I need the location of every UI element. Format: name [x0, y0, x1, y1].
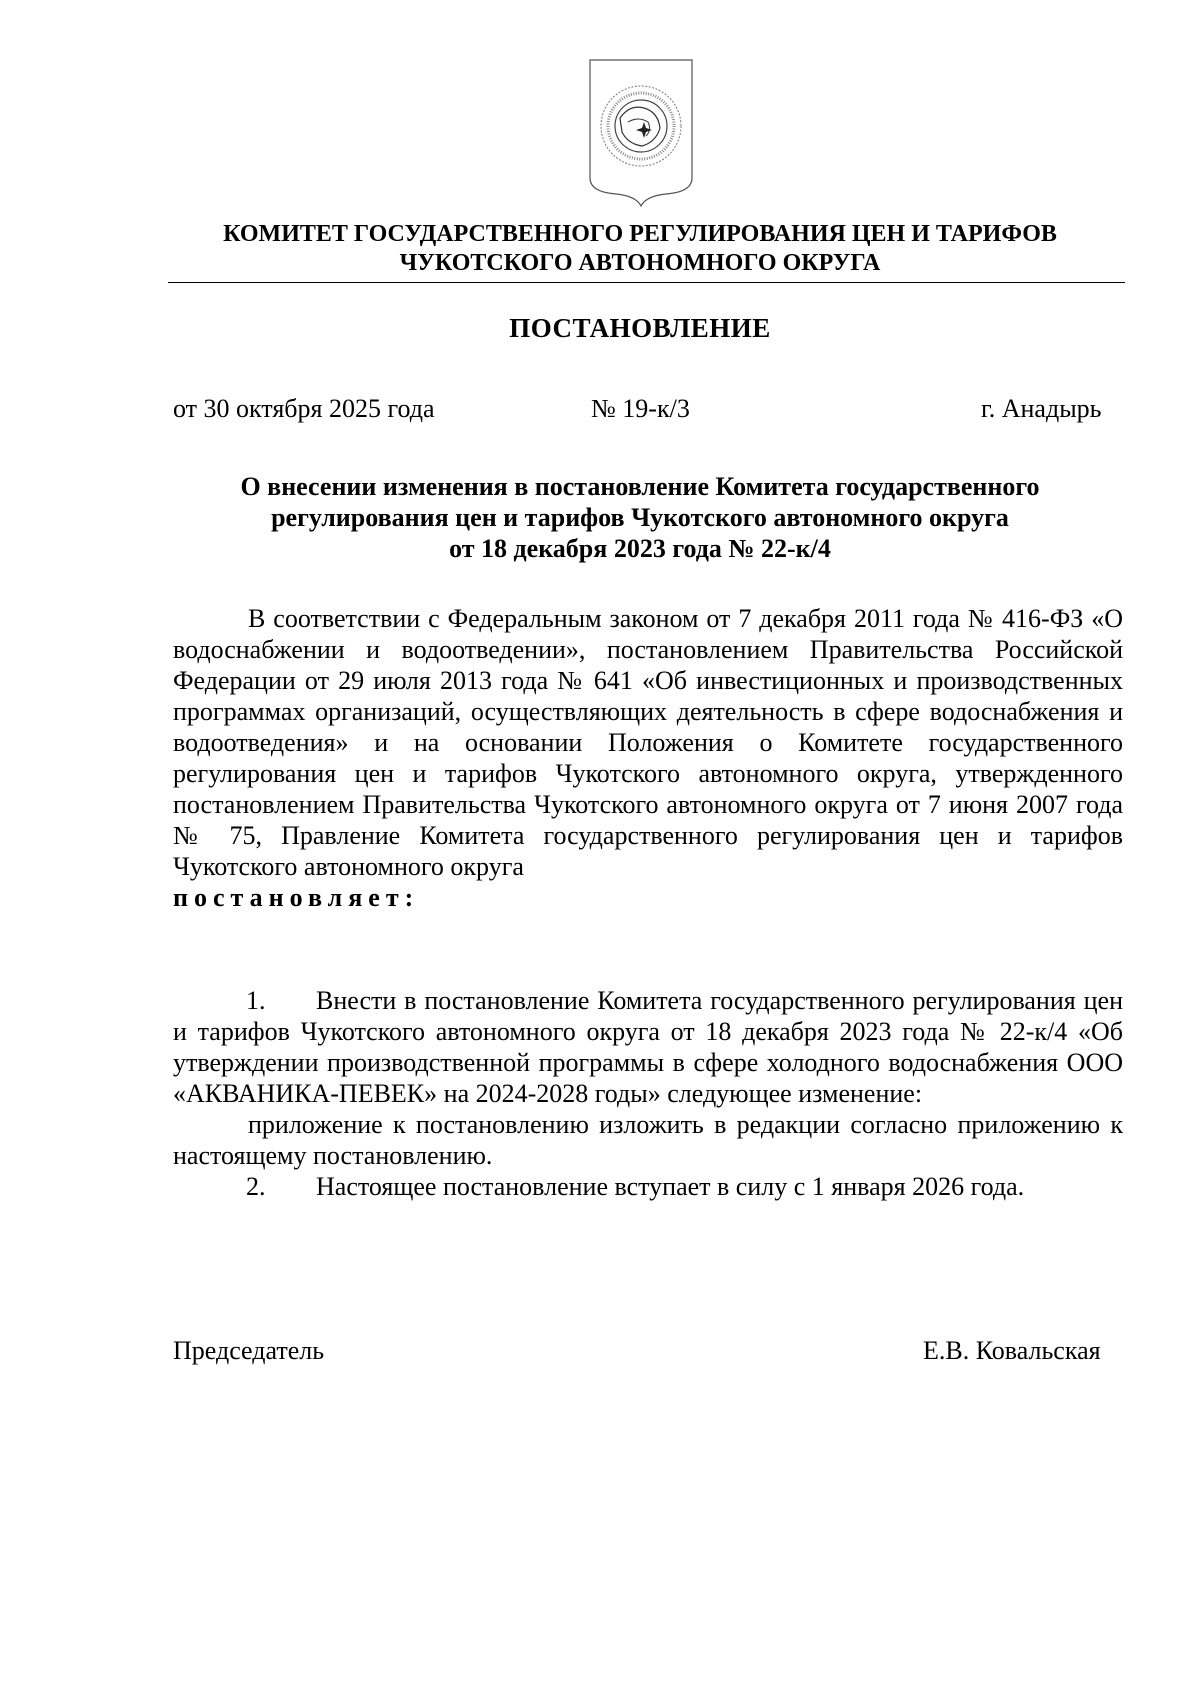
signatory-position: Председатель — [173, 1336, 325, 1365]
item-1-subparagraph: приложение к постановлению изложить в редакции согласно приложению к настоящему постановлению. — [173, 1110, 1123, 1170]
document-title — [160, 471, 1120, 564]
item-2 — [173, 1171, 1123, 1202]
item-1-text: Внести в постановление Комитета государственного регулирования цен и тарифов Чукотского автономного округа от 18 декабря 2023 года № 22-к/4 «Об утверждении производственной программы в сфере холодного водоснабжения ООО «АКВАНИКА-ПЕВЕК» на 2024-2028 годы» следующее изменение: — [173, 986, 1123, 1108]
title-line-2: регулирования цен и тарифов Чукотского автономного округа — [271, 503, 1009, 532]
item-1-number: 1. — [246, 986, 266, 1015]
resolution-items — [173, 985, 1123, 1202]
preamble-paragraph: В соответствии с Федеральным законом от 7 декабря 2011 года № 416-ФЗ «О водоснабжении и водоотведении», постановлением Правительства Российской Федерации от 29 июля 2013 года № 641 «Об инвестиционных и производственных программах организаций, осуществляющих деятельность в сфере водоснабжения и водоотведения» и на основании Положения о Комитете государственного регулирования цен и тарифов Чукотского автономного округа, утвержденного постановлением Правительства Чукотского автономного округа от 7 июня 2007 года № 75, Правление Комитета государственного регулирования цен и тарифов Чукотского автономного округа — [173, 604, 1123, 881]
document-type: ПОСТАНОВЛЕНИЕ — [509, 313, 771, 343]
title-line-3: от 18 декабря 2023 года № 22-к/4 — [449, 534, 831, 563]
resolves-label: постановляет: — [173, 883, 420, 912]
preamble-block — [173, 603, 1123, 913]
signatory-name: Е.В. Ковальская — [923, 1336, 1101, 1365]
header-divider — [168, 282, 1125, 283]
document-number: № 19-к/3 — [591, 394, 690, 423]
title-line-1: О внесении изменения в постановление Комитета государственного — [240, 472, 1040, 501]
org-name-line-2: ЧУКОТСКОГО АВТОНОМНОГО ОКРУГА — [399, 250, 881, 276]
item-2-text: Настоящее постановление вступает в силу с 1 января 2026 года. — [316, 1172, 1025, 1201]
document-date: от 30 октября 2025 года — [173, 394, 435, 423]
org-name-line-1: КОМИТЕТ ГОСУДАРСТВЕННОГО РЕГУЛИРОВАНИЯ ЦЕН И ТАРИФОВ — [223, 221, 1057, 247]
item-1 — [173, 985, 1123, 1109]
document-city: г. Анадырь — [981, 394, 1102, 423]
item-2-number: 2. — [246, 1172, 266, 1201]
coat-of-arms-icon — [586, 56, 696, 208]
